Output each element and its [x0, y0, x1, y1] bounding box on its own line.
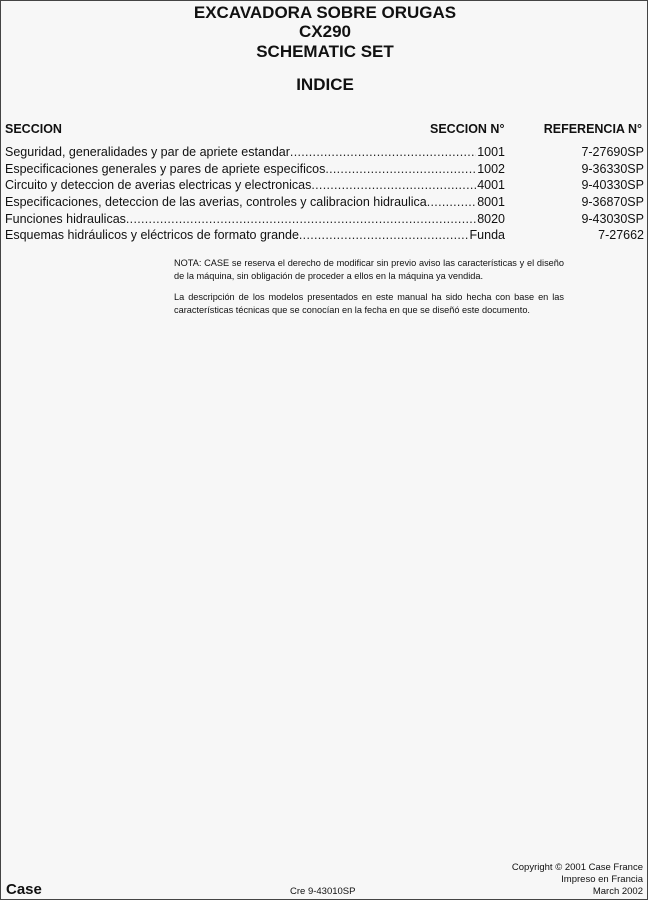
toc-row — [5, 177, 645, 194]
title-set: SCHEMATIC SET — [256, 42, 394, 61]
toc-leader-dots — [126, 211, 476, 228]
column-header-reference: REFERENCIA N° — [543, 122, 642, 136]
toc-leader-dots — [311, 177, 476, 194]
column-header-section-number: SECCION N° — [430, 122, 505, 136]
toc-row — [5, 194, 645, 211]
toc-reference: 9-43030SP — [581, 211, 644, 226]
toc-reference: 7-27690SP — [581, 145, 644, 159]
toc-row — [5, 161, 645, 178]
table-of-contents — [5, 144, 645, 244]
toc-section-number: Funda — [469, 228, 505, 243]
toc-section-number: 4001 — [477, 178, 505, 193]
toc-reference: 9-36870SP — [581, 195, 644, 210]
toc-leader-dots — [290, 144, 476, 161]
toc-section-number: 1002 — [477, 161, 505, 176]
toc-section-number: 8001 — [477, 195, 505, 210]
column-header-section: SECCION — [5, 122, 62, 136]
document-code: Cre 9-43010SP — [290, 886, 356, 897]
copyright-text: Copyright © 2001 Case France — [511, 862, 643, 873]
toc-label: Seguridad, generalidades y par de apriete estandar — [5, 145, 290, 159]
toc-reference: 7-27662 — [598, 228, 644, 243]
toc-label: Circuito y deteccion de averias electricas y electronicas — [5, 178, 312, 193]
toc-row — [5, 211, 645, 228]
toc-section-number: 1001 — [477, 145, 505, 159]
title-model: CX290 — [299, 22, 351, 41]
toc-label: Especificaciones, deteccion de las averias, controles y calibracion hidraulica — [5, 195, 427, 210]
index-title: INDICE — [296, 75, 354, 94]
toc-leader-dots — [427, 194, 476, 211]
description-note: La descripción de los modelos presentados en este manual ha sido hecha con base en las características técnicas que se conocían en la fecha en que se diseñó este documento. — [174, 292, 564, 316]
toc-row — [5, 227, 645, 244]
toc-leader-dots — [299, 227, 469, 244]
publication-info — [512, 862, 643, 898]
toc-label: Esquemas hidráulicos y eléctricos de formato grande — [5, 228, 299, 243]
publication-date: March 2002 — [592, 886, 643, 897]
toc-reference: 9-36330SP — [581, 161, 644, 176]
disclaimer-note: NOTA: CASE se reserva el derecho de modificar sin previo aviso las características y el diseño de la máquina, sin obligación de proceder a ellos en la máquina ya vendida. — [174, 258, 564, 282]
toc-label: Especificaciones generales y pares de apriete especificos — [5, 161, 326, 176]
toc-leader-dots — [325, 161, 476, 178]
printed-location: Impreso en Francia — [561, 874, 643, 885]
brand-logo: Case — [6, 881, 42, 898]
toc-section-number: 8020 — [477, 211, 505, 226]
title-machine: EXCAVADORA SOBRE ORUGAS — [193, 3, 457, 22]
toc-row — [5, 144, 645, 161]
toc-label: Funciones hidraulicas — [5, 211, 126, 226]
toc-reference: 9-40330SP — [581, 178, 644, 193]
